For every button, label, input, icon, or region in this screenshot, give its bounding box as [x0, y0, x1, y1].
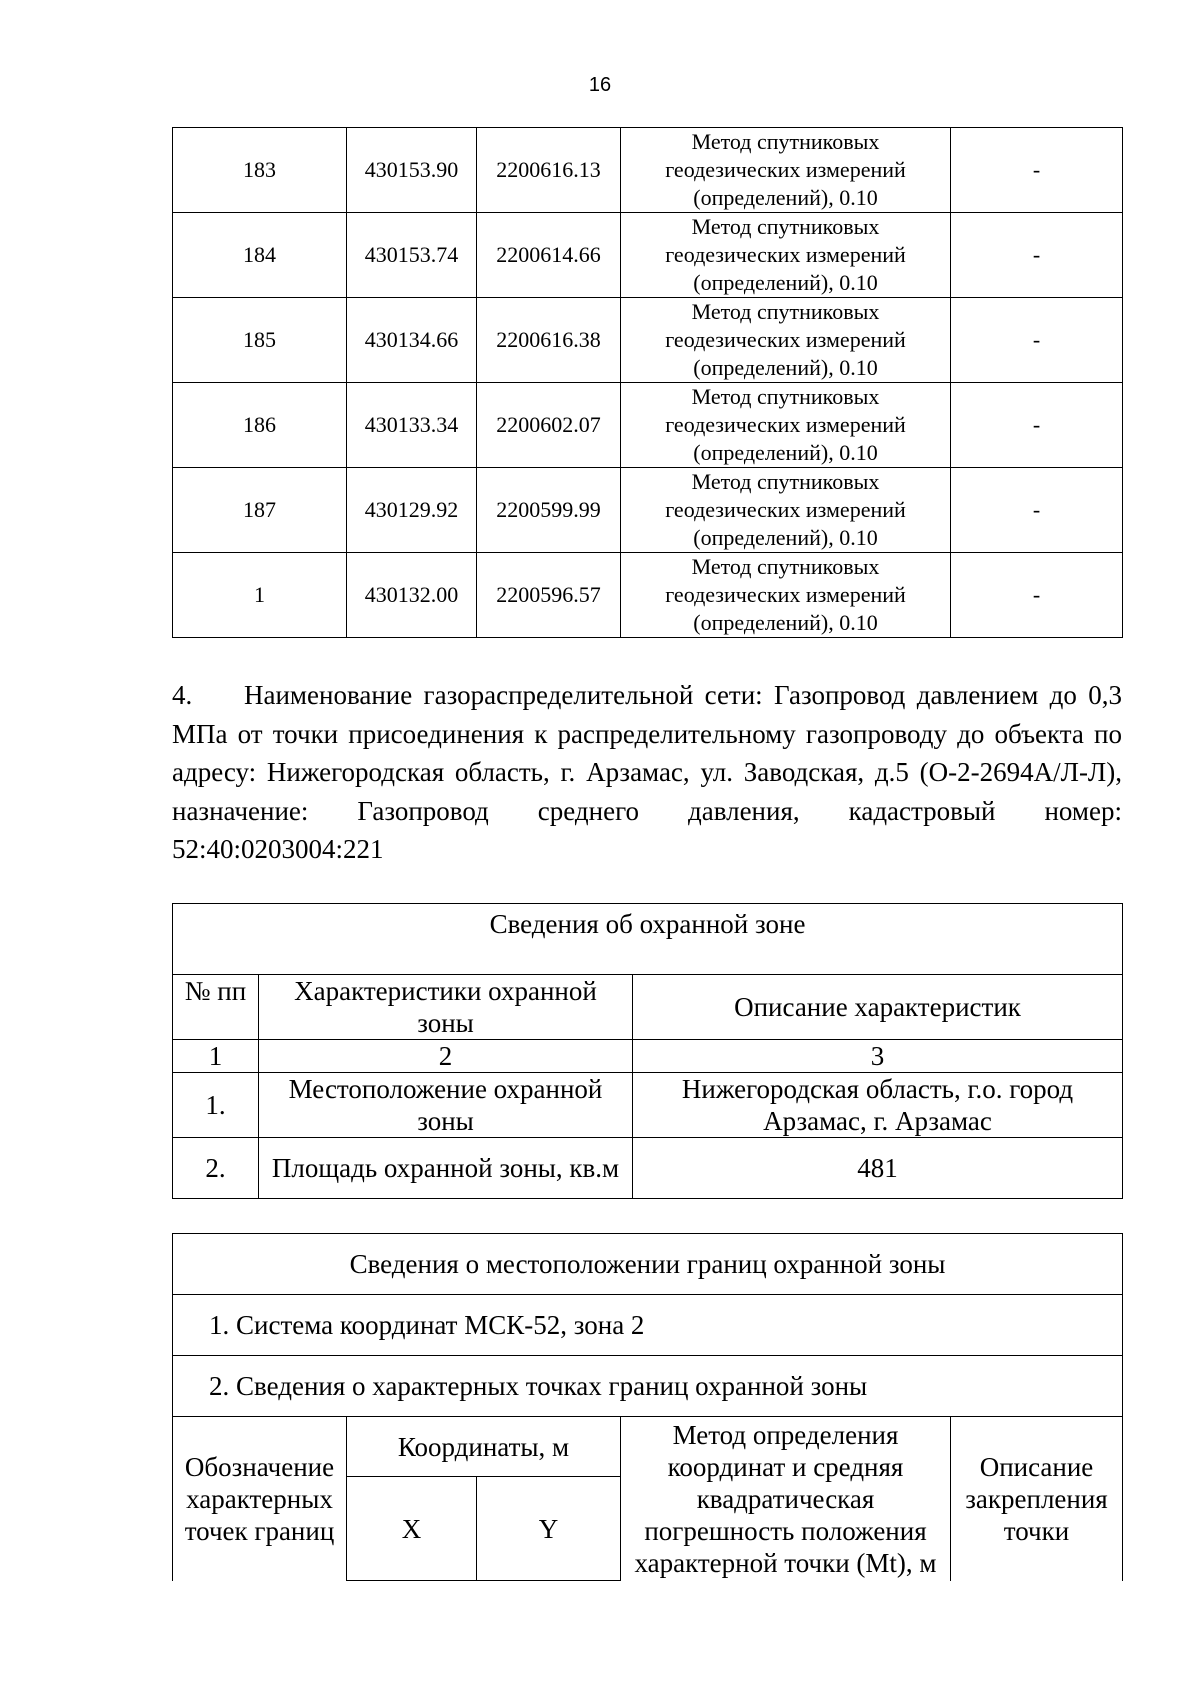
point-id-cell: 183 — [173, 128, 347, 213]
method-line: (определений), 0.10 — [693, 355, 878, 380]
point-id-cell: 186 — [173, 383, 347, 468]
fixing-description-cell: - — [951, 298, 1123, 383]
col-index: 2 — [259, 1040, 633, 1073]
header-line: закрепления — [965, 1484, 1108, 1514]
characteristic-cell — [259, 1073, 633, 1138]
method-line: геодезических измерений — [665, 582, 906, 607]
y-coordinate-cell: 2200614.66 — [477, 213, 621, 298]
method-cell — [621, 128, 951, 213]
method-line: (определений), 0.10 — [693, 440, 878, 465]
col-number-header: № пп — [173, 975, 259, 1040]
zone-borders-table — [172, 1233, 1123, 1581]
method-line: геодезических измерений — [665, 327, 906, 352]
method-line: геодезических измерений — [665, 157, 906, 182]
characteristic-cell: Площадь охранной зоны, кв.м — [259, 1138, 633, 1199]
header-line: точки — [1003, 1516, 1070, 1546]
method-cell — [621, 298, 951, 383]
x-coordinate-cell: 430133.34 — [347, 383, 477, 468]
col-fixing-header — [951, 1417, 1123, 1581]
row-number: 2. — [173, 1138, 259, 1199]
method-line: Метод спутниковых — [691, 299, 880, 324]
method-line: (определений), 0.10 — [693, 270, 878, 295]
coordinates-table — [172, 127, 1123, 638]
col-characteristics-header — [259, 975, 633, 1040]
x-coordinate-cell: 430153.90 — [347, 128, 477, 213]
col-description-header: Описание характеристик — [633, 975, 1123, 1040]
col-coordinates-header: Координаты, м — [347, 1417, 621, 1477]
borders-table-title: Сведения о местоположении границ охранной зоны — [173, 1234, 1123, 1295]
fixing-description-cell: - — [951, 468, 1123, 553]
section-text: Наименование газораспределительной сети: Газопровод давлением до 0,3 МПа от точки присоединения к распределительному газопроводу до объекта по адресу: Нижегородская область, г. Арзамас, ул. Заводская, д.5 (О-2-2694А/Л-Л), назначение: Газопровод среднего давления, кадастровый номер: 52:40:0203004:221 — [172, 680, 1122, 864]
x-coordinate-cell: 430129.92 — [347, 468, 477, 553]
method-line: Метод спутниковых — [691, 214, 880, 239]
table-row — [173, 128, 1123, 213]
y-coordinate-cell: 2200602.07 — [477, 383, 621, 468]
method-line: (определений), 0.10 — [693, 185, 878, 210]
row-number: 1. — [173, 1073, 259, 1138]
method-line: Метод спутниковых — [691, 554, 880, 579]
y-coordinate-cell: 2200616.13 — [477, 128, 621, 213]
y-coordinate-cell: 2200616.38 — [477, 298, 621, 383]
section-4-paragraph — [172, 676, 1122, 869]
page-number: 16 — [588, 74, 612, 96]
header-line: зоны — [417, 1008, 474, 1038]
x-coordinate-cell: 430132.00 — [347, 553, 477, 638]
method-cell — [621, 213, 951, 298]
table-row — [173, 468, 1123, 553]
protection-zone-table — [172, 903, 1123, 1199]
method-line: (определений), 0.10 — [693, 610, 878, 635]
table-row — [173, 383, 1123, 468]
method-line: геодезических измерений — [665, 412, 906, 437]
zone-table-title: Сведения об охранной зоне — [173, 904, 1123, 975]
header-line: Метод определения — [672, 1420, 899, 1450]
col-index: 1 — [173, 1040, 259, 1073]
method-line: Метод спутниковых — [691, 129, 880, 154]
point-id-cell: 184 — [173, 213, 347, 298]
cell-line: зоны — [417, 1106, 474, 1136]
method-cell — [621, 553, 951, 638]
method-line: Метод спутниковых — [691, 469, 880, 494]
points-info-row: 2. Сведения о характерных точках границ охранной зоны — [173, 1356, 1123, 1417]
fixing-description-cell: - — [951, 213, 1123, 298]
header-line: Описание — [979, 1452, 1094, 1482]
method-cell — [621, 383, 951, 468]
col-index: 3 — [633, 1040, 1123, 1073]
description-cell: 481 — [633, 1138, 1123, 1199]
point-id-cell: 1 — [173, 553, 347, 638]
table-row — [173, 213, 1123, 298]
method-cell — [621, 468, 951, 553]
fixing-description-cell: - — [951, 128, 1123, 213]
header-line: характерной точки (Mt), м — [634, 1548, 937, 1578]
col-y-header: Y — [477, 1477, 621, 1581]
col-x-header: X — [347, 1477, 477, 1581]
fixing-description-cell: - — [951, 383, 1123, 468]
method-line: Метод спутниковых — [691, 384, 880, 409]
point-id-cell: 185 — [173, 298, 347, 383]
y-coordinate-cell: 2200599.99 — [477, 468, 621, 553]
header-line: характерных — [186, 1484, 333, 1514]
cell-line: Нижегородская область, г.о. город — [681, 1074, 1074, 1104]
point-id-cell: 187 — [173, 468, 347, 553]
header-line: Характеристики охранной — [294, 976, 597, 1006]
method-line: (определений), 0.10 — [693, 525, 878, 550]
x-coordinate-cell: 430134.66 — [347, 298, 477, 383]
header-line: Обозначение — [184, 1452, 335, 1482]
coordinate-system-row: 1. Система координат МСК-52, зона 2 — [173, 1295, 1123, 1356]
header-line: точек границ — [184, 1516, 335, 1546]
x-coordinate-cell: 430153.74 — [347, 213, 477, 298]
header-line: квадратическая — [696, 1484, 875, 1514]
cell-line: Арзамас, г. Арзамас — [763, 1106, 992, 1136]
y-coordinate-cell: 2200596.57 — [477, 553, 621, 638]
header-line: координат и средняя — [667, 1452, 904, 1482]
method-line: геодезических измерений — [665, 497, 906, 522]
table-row — [173, 298, 1123, 383]
col-method-header — [621, 1417, 951, 1581]
method-line: геодезических измерений — [665, 242, 906, 267]
section-number: 4. — [172, 680, 193, 710]
table-row — [173, 553, 1123, 638]
fixing-description-cell: - — [951, 553, 1123, 638]
cell-line: Местоположение охранной — [288, 1074, 603, 1104]
col-point-label-header — [173, 1417, 347, 1581]
header-line: погрешность положения — [644, 1516, 927, 1546]
description-cell — [633, 1073, 1123, 1138]
